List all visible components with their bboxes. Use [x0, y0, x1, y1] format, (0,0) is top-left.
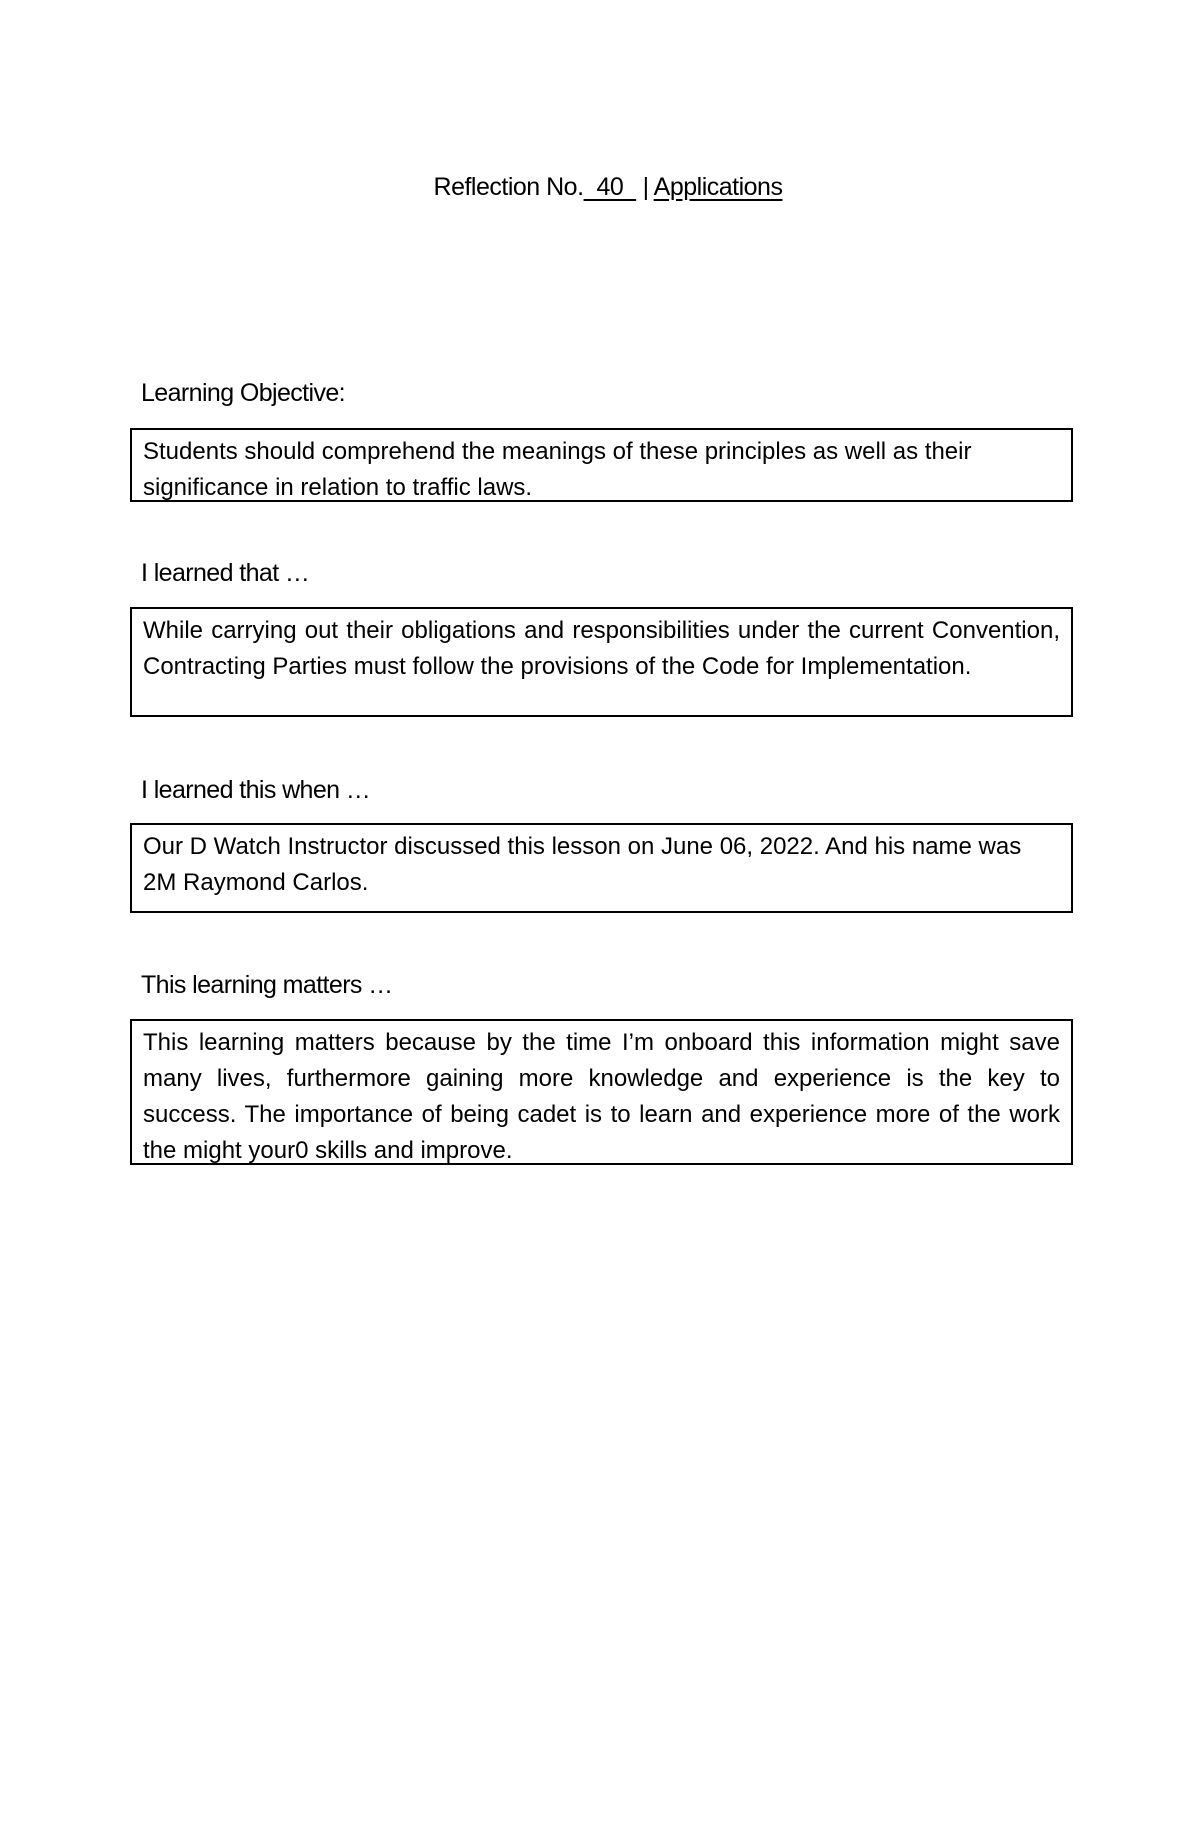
i-learned-that-text: While carrying out their obligations and responsibilities under the current Convention, Contracting Parties must follow the provisions of the Code for Implementation.	[143, 617, 1060, 680]
learning-objective-text: Students should comprehend the meanings of these principles as well as their significance in relation to traffic laws.	[143, 438, 972, 501]
i-learned-that-box	[130, 607, 1073, 717]
i-learned-this-when-text: Our D Watch Instructor discussed this lesson on June 06, 2022. And his name was 2M Raymond Carlos.	[143, 833, 1022, 896]
learning-objective-box	[130, 428, 1073, 502]
title-prefix: Reflection No.	[433, 173, 584, 201]
reflection-number: 40	[583, 173, 637, 201]
section-heading-i-learned-this-when: I learned this when …	[141, 776, 371, 804]
section-heading-learning-objective: Learning Objective:	[141, 379, 346, 407]
section-heading-i-learned-that: I learned that …	[141, 559, 310, 587]
reflection-subject: Applications	[653, 173, 783, 201]
page-title	[0, 170, 1200, 204]
i-learned-this-when-box	[130, 823, 1073, 913]
section-heading-this-learning-matters: This learning matters …	[141, 971, 393, 999]
this-learning-matters-box	[130, 1019, 1073, 1165]
this-learning-matters-text: This learning matters because by the time I’m onboard this information might save many lives, furthermore gaining more knowledge and experience is the key to success. The importance of being cadet is to learn and experience more of the work the might your0 skills and improve.	[143, 1029, 1060, 1164]
title-separator: |	[636, 173, 654, 201]
